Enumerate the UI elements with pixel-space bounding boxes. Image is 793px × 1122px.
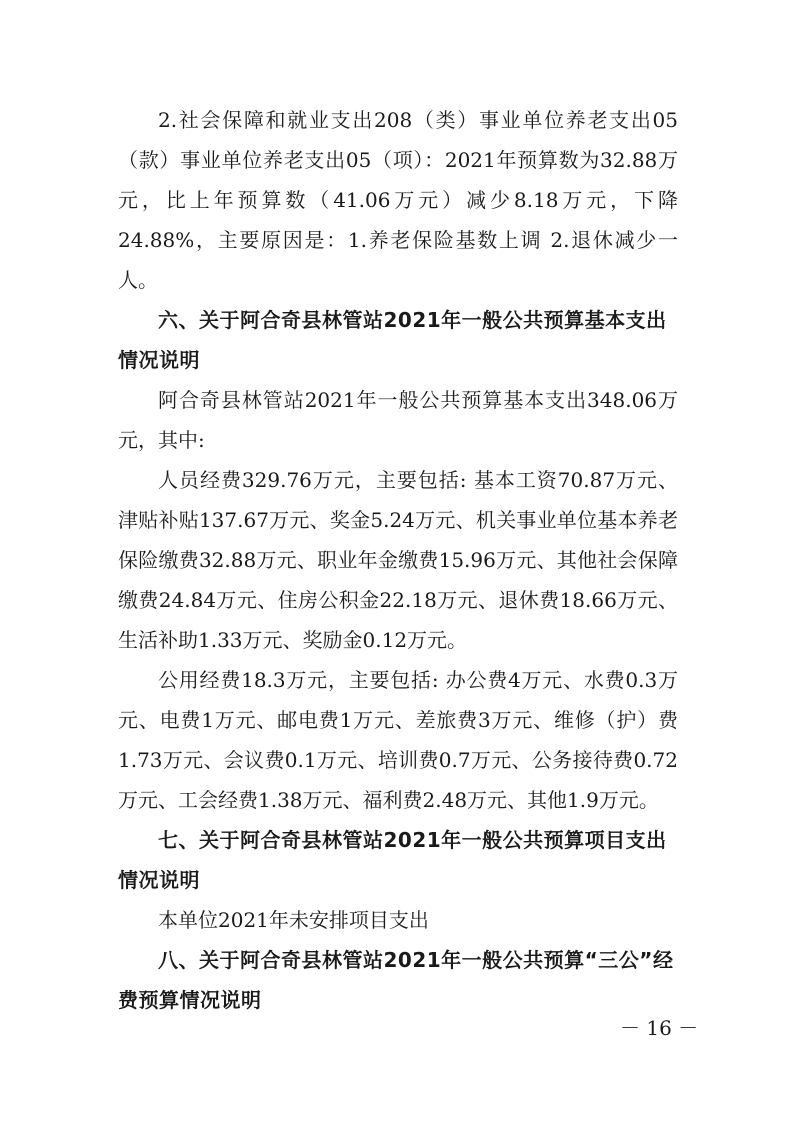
section-heading-7: 七、关于阿合奇县林管站2021年一般公共预算项目支出情况说明 (118, 828, 667, 892)
section-heading-8: 八、关于阿合奇县林管站2021年一般公共预算“三公”经费预算情况说明 (118, 948, 674, 1012)
paragraph-public-expenses: 公用经费18.3万元，主要包括: 办公费4万元、水费0.3万元、电费1万元、邮电费1万元、差旅费3万元、维修（护）费1.73万元、会议费0.1万元、培训费0.7万元、公务接待费0.72万元、工会经费1.38万元、福利费2.48万元、其他1.9万元。 (118, 668, 678, 812)
paragraph-basic-expenditure-total: 阿合奇县林管站2021年一般公共预算基本支出348.06万元，其中: (118, 388, 678, 452)
paragraph-personnel-expenses: 人员经费329.76万元，主要包括: 基本工资70.87万元、津贴补贴137.67万元、奖金5.24万元、机关事业单位基本养老保险缴费32.88万元、职业年金缴费15.96万元、其他社会保障缴费24.84万元、住房公积金22.18万元、退休费18.66万元、生活补助1.33万元、奖励金0.12万元。 (118, 468, 678, 652)
page-number: － 16 － (620, 1016, 699, 1040)
page-body (118, 100, 678, 1020)
section-heading-6: 六、关于阿合奇县林管站2021年一般公共预算基本支出情况说明 (118, 308, 667, 372)
paragraph-project-expenditure: 本单位2021年未安排项目支出 (158, 908, 429, 932)
paragraph-social-security-expenditure: 2.社会保障和就业支出208（类）事业单位养老支出05（款）事业单位养老支出05（项）：2021年预算数为32.88万元，比上年预算数（41.06万元）减少8.18万元，下降24.88%，主要原因是：1.养老保险基数上调 2.退休减少一人。 (118, 108, 678, 292)
